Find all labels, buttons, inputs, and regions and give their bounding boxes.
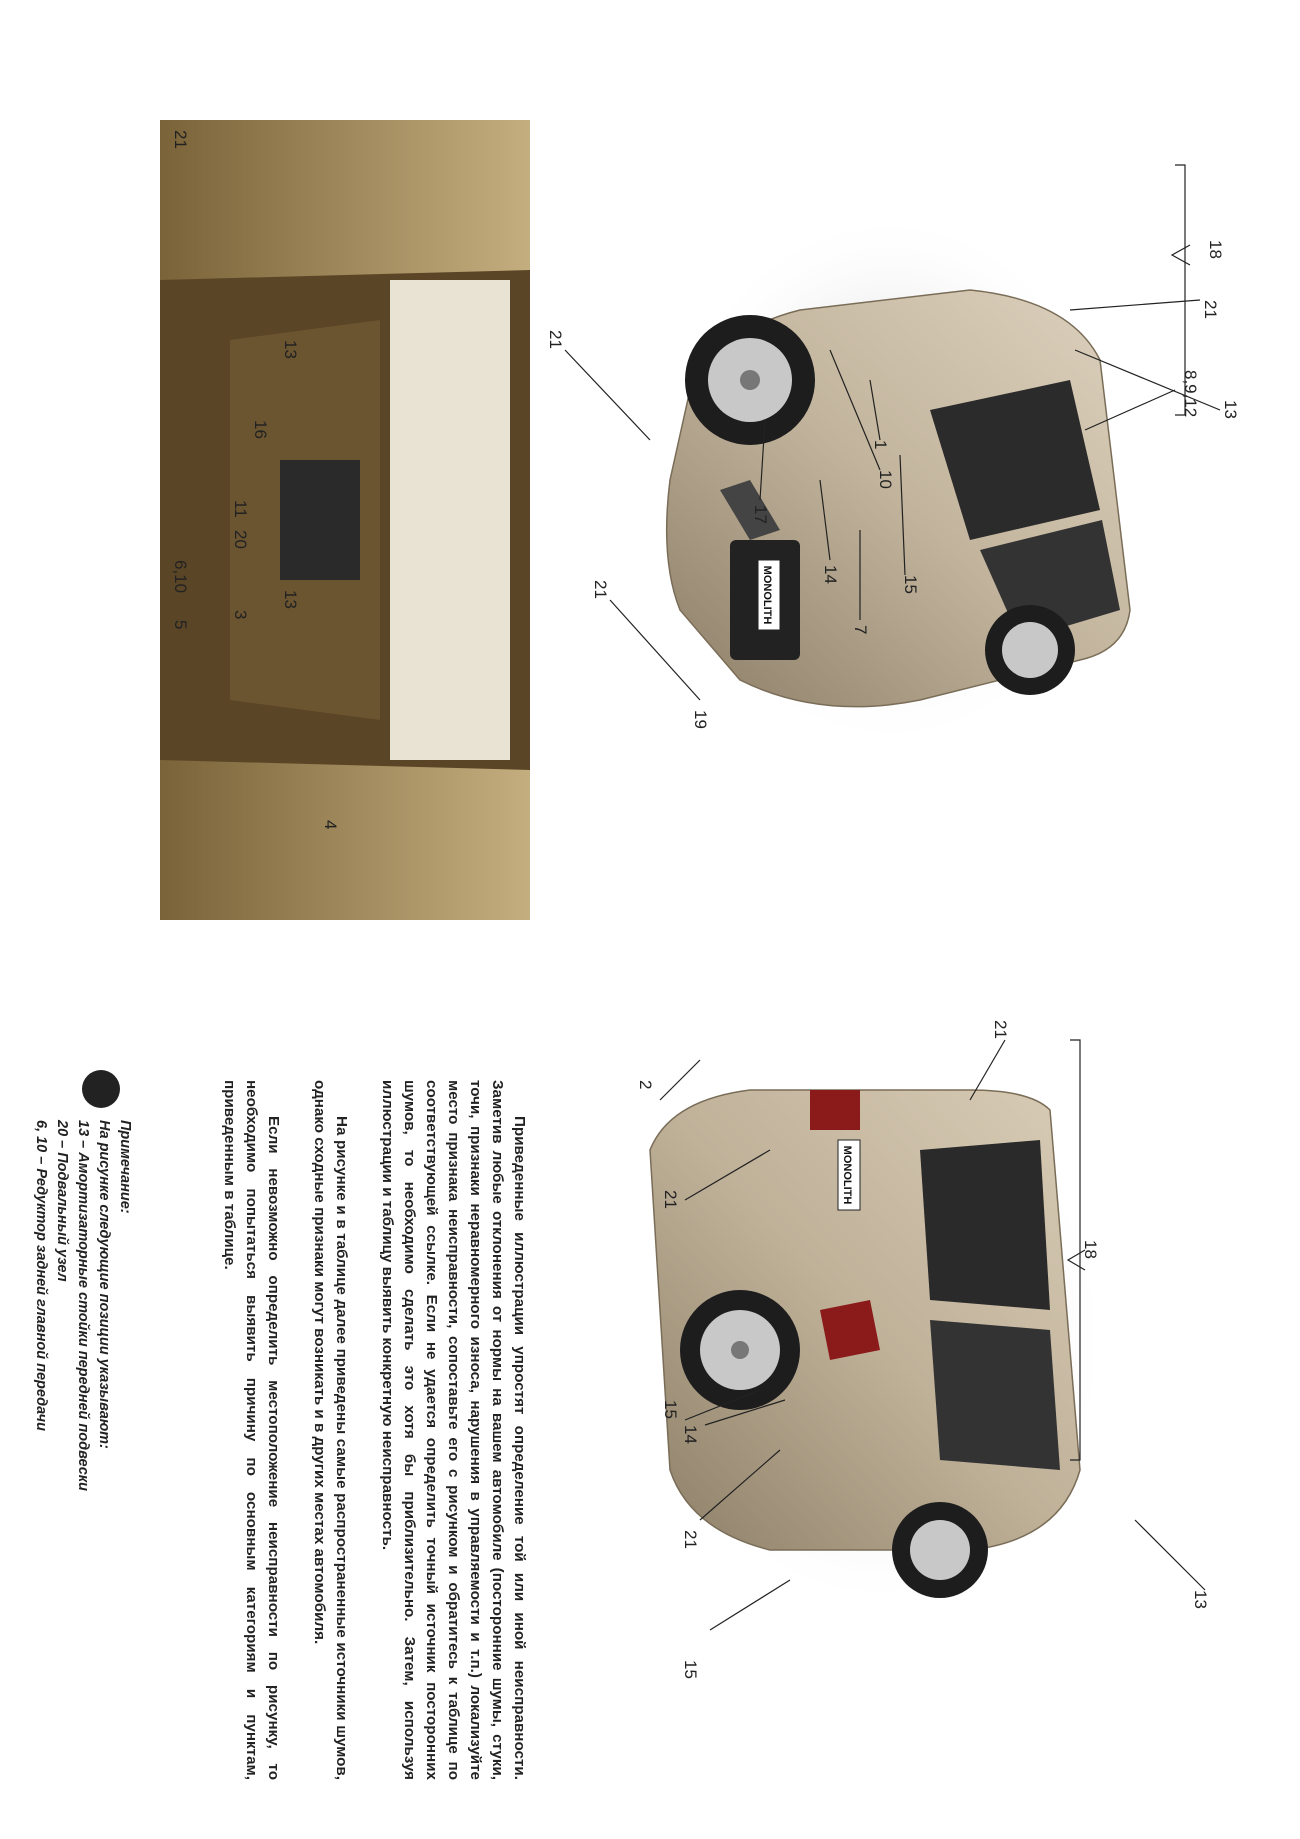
callout-int-5: 5 — [171, 620, 190, 630]
callout-front-1: 1 — [871, 440, 890, 450]
paragraph-3: Если невозможно определить местоположение неисправности по рисунку, то необходимо попытаться выявить причину по основным категориям и пунктам, приведенным в таблице. — [221, 1080, 282, 1780]
callout-int-21: 21 — [171, 130, 190, 149]
callout-front-8-9-12: 8,9,12 — [1181, 370, 1200, 418]
callout-front-18: 18 — [1206, 240, 1225, 259]
callout-rear-21-bottom: 21 — [661, 1190, 680, 1209]
callout-front-10: 10 — [876, 470, 895, 489]
note-item-1: 13 – Амортизаторные стойки передней подвески — [75, 1120, 91, 1492]
paragraph-1: Приведенные иллюстрации упростят определение той или иной неисправности. Заметив любые отклонения от нормы на вашем автомобиле (посторонние шумы, стуки, точи, признаки неравномерного износа, нарушения в управляемости и т.п.) локализуйте место признака неисправности, сопоставьте его с рисунком и обратитесь к таблице по соответствующей ссылке. Если не удается определить точный источник посторонних шумов, то необходимо сделать это хотя бы приблизительно. Затем, используя иллюстрации и таблицу выявить конкретную неисправность. — [379, 1080, 528, 1780]
callout-front-21-top: 21 — [1201, 300, 1220, 319]
callout-int-16: 16 — [251, 420, 270, 439]
note-icon — [82, 1070, 120, 1108]
description-text — [194, 1080, 530, 1780]
callout-int-20: 20 — [231, 530, 250, 549]
callout-front-21-side: 21 — [591, 580, 610, 599]
callout-front-17: 17 — [751, 505, 770, 524]
callout-rear-2: 2 — [636, 1080, 655, 1090]
rear-callout-lines — [540, 1000, 1300, 1760]
windshield-view — [390, 280, 510, 760]
note-intro: На рисунке следующие позиции указывают: — [96, 1120, 112, 1449]
note-item-2: 20 – Подвальный узел — [54, 1120, 70, 1282]
callout-rear-18: 18 — [1081, 1240, 1100, 1259]
callout-front-7: 7 — [851, 625, 870, 635]
callout-rear-13: 13 — [1191, 1590, 1210, 1609]
right-seat — [160, 760, 530, 920]
callout-rear-21-top: 21 — [991, 1020, 1010, 1039]
paragraph-2: На рисунке и в таблице далее приведены самые распространенные источники шумов, однако сходные признаки могут возникать и в других местах автомобиля. — [311, 1080, 350, 1780]
callout-int-6-10: 6,10 — [171, 560, 190, 594]
callout-rear-15-bottom: 15 — [661, 1400, 680, 1419]
callout-front-19: 19 — [691, 710, 710, 729]
plate-text: MONOLITH — [761, 565, 773, 625]
callout-int-3: 3 — [231, 610, 250, 620]
callout-front-13: 13 — [1221, 400, 1240, 419]
callout-rear-14: 14 — [681, 1425, 700, 1444]
note-item-3: 6, 10 – Редуктор задней главной передачи — [33, 1120, 49, 1431]
plate-text: MONOLITH — [841, 1145, 853, 1205]
center-console — [280, 460, 360, 580]
interior-photo — [160, 120, 530, 920]
callout-int-13-left: 13 — [281, 340, 300, 359]
interior-illustration — [160, 120, 530, 920]
note-title: Примечание: — [117, 1120, 133, 1214]
left-seat — [160, 120, 530, 280]
note-block — [30, 1120, 135, 1720]
callout-int-11: 11 — [231, 500, 250, 518]
callout-rear-21-side: 21 — [681, 1530, 700, 1549]
callout-front-15: 15 — [901, 575, 920, 594]
callout-rear-15-top: 15 — [681, 1660, 700, 1679]
callout-int-13-right: 13 — [281, 590, 300, 609]
callout-front-21-bottom: 21 — [546, 330, 565, 349]
callout-int-4: 4 — [321, 820, 340, 830]
callout-front-14: 14 — [821, 565, 840, 584]
